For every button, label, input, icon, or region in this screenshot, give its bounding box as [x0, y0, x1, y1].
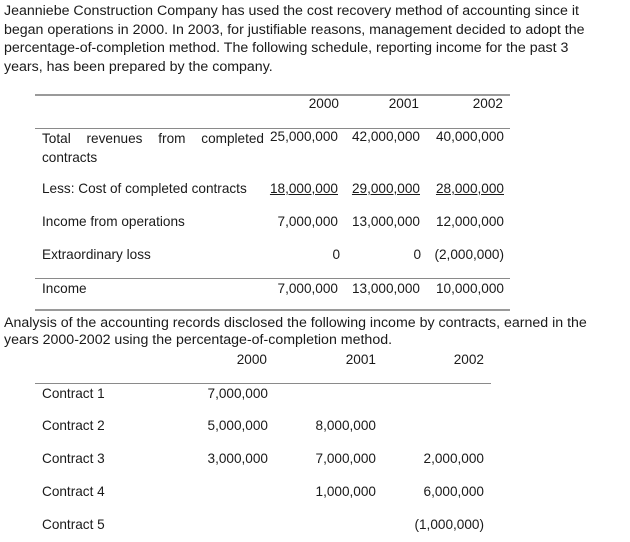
- table1-top-rule: [35, 94, 510, 96]
- table1-row-label: Less: Cost of completed contracts: [42, 181, 247, 196]
- table1-row-label: Income: [42, 281, 87, 296]
- table1-row-label: Income from operations: [42, 214, 185, 229]
- table1-row-label: Total revenues from completed contracts: [42, 131, 264, 165]
- intro-paragraph: Jeanniebe Construction Company has used the cost recovery method of accounting since it began operations in 2000. In 2003, for justifiable reasons, management decided to adopt the percentage-of-completion method. The following schedule, reporting income for the past 3 years, has been prepared by the company.: [4, 3, 585, 75]
- table1-bottom-rule: [35, 309, 510, 311]
- table1-cell: 18,000,000: [269, 181, 338, 196]
- table1-cell: 13,000,000: [351, 281, 420, 296]
- table2-row-label: Contract 1: [42, 386, 105, 401]
- table2-header-rule: [35, 383, 491, 384]
- table1-cell: 28,000,000: [435, 181, 504, 196]
- table1-cell: 40,000,000: [435, 129, 504, 144]
- table2-year-2000: 2000: [236, 352, 267, 367]
- table2-cell: 8,000,000: [315, 418, 376, 433]
- table2-cell: 2,000,000: [423, 451, 484, 466]
- table1-year-2000: 2000: [308, 96, 339, 111]
- table1-row-label: Extraordinary loss: [42, 247, 151, 262]
- table2-year-2002: 2002: [453, 352, 484, 367]
- table1-cell: 0: [332, 247, 340, 262]
- table2-cell: 6,000,000: [423, 484, 484, 499]
- table1-cell: 29,000,000: [351, 181, 420, 196]
- table1-cell: (2,000,000): [434, 247, 504, 262]
- table1-year-2001: 2001: [388, 96, 419, 111]
- table1-cell: 12,000,000: [435, 214, 504, 229]
- table1-cell: 7,000,000: [277, 214, 338, 229]
- table2-row-label: Contract 4: [42, 484, 105, 499]
- table2-cell: 5,000,000: [207, 418, 268, 433]
- table2-cell: 1,000,000: [315, 484, 376, 499]
- table2-row-label: Contract 5: [42, 517, 105, 532]
- table2-cell: 7,000,000: [207, 386, 268, 401]
- table2-cell: 3,000,000: [207, 451, 268, 466]
- table2-cell: 7,000,000: [315, 451, 376, 466]
- table2-year-2001: 2001: [345, 352, 376, 367]
- table2-cell: (1,000,000): [414, 517, 484, 532]
- table1-cell: 0: [413, 247, 421, 262]
- table2-row-label: Contract 2: [42, 418, 105, 433]
- table1-cell: 7,000,000: [277, 281, 338, 296]
- table1-cell: 42,000,000: [351, 129, 420, 144]
- table1-cell: 13,000,000: [351, 214, 420, 229]
- table2-row-label: Contract 3: [42, 451, 105, 466]
- table1-cell: 10,000,000: [435, 281, 504, 296]
- table1-year-2002: 2002: [472, 96, 503, 111]
- analysis-paragraph: Analysis of the accounting records disclosed the following income by contracts, earned in the years 2000-2002 using the percentage-of-completion method.: [4, 315, 587, 348]
- table1-total-rule: [35, 278, 510, 279]
- table1-cell: 25,000,000: [269, 129, 338, 144]
